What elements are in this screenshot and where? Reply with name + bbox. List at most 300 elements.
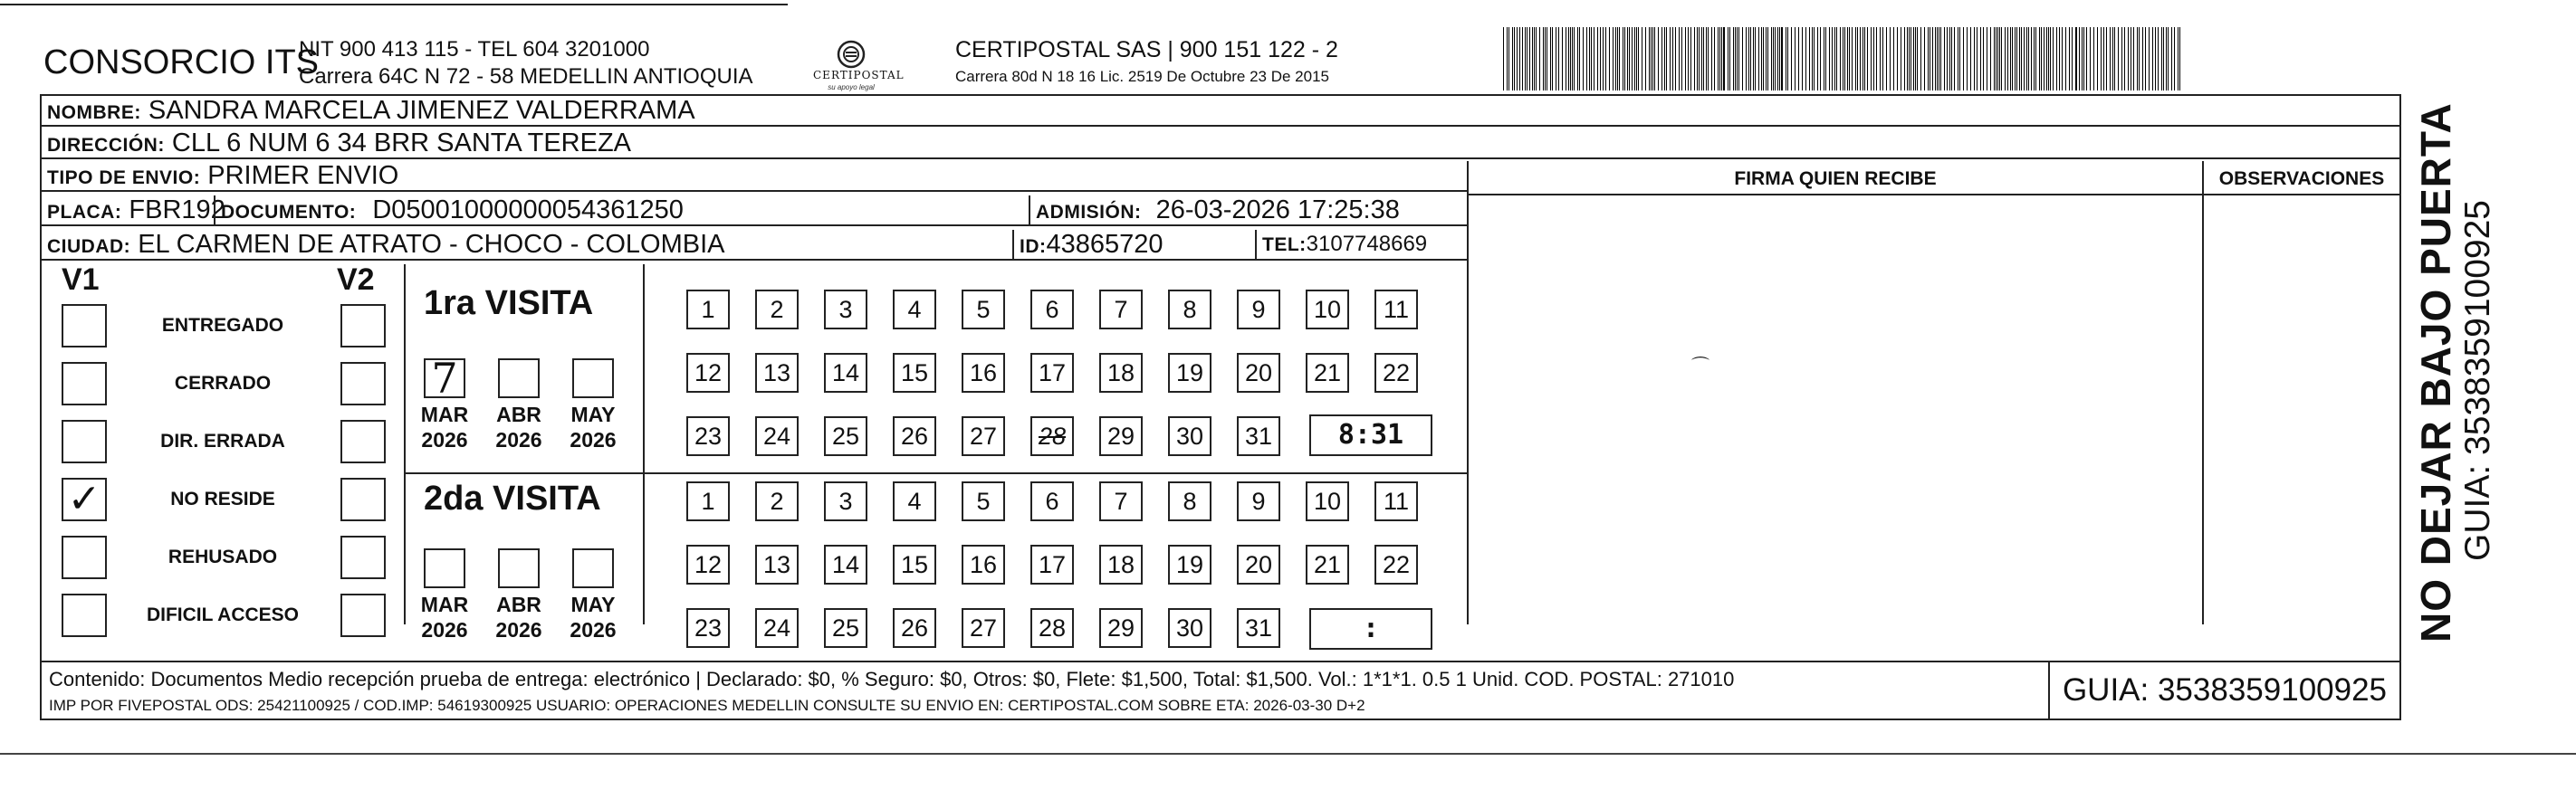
day-box[interactable]: 15 bbox=[893, 545, 936, 585]
barcode-bar bbox=[1649, 27, 1650, 90]
day-box[interactable]: 16 bbox=[962, 353, 1005, 393]
v2-checkbox[interactable] bbox=[340, 304, 386, 347]
barcode-bar bbox=[1852, 27, 1853, 90]
barcode-bar bbox=[1514, 27, 1515, 90]
barcode-bar bbox=[1719, 27, 1720, 90]
barcode-bar bbox=[1880, 27, 1881, 90]
barcode-bar bbox=[1847, 27, 1848, 90]
barcode-bar bbox=[1980, 27, 1981, 90]
day-box[interactable]: 7 bbox=[1099, 481, 1143, 521]
barcode-bar bbox=[1844, 27, 1845, 90]
v1-checkbox[interactable] bbox=[62, 420, 107, 463]
day-box[interactable]: 14 bbox=[824, 545, 867, 585]
barcode-bar bbox=[1897, 27, 1898, 90]
top-rule bbox=[0, 4, 788, 5]
day-box[interactable]: 12 bbox=[686, 545, 730, 585]
barcode-bar bbox=[1761, 27, 1762, 90]
barcode-bar bbox=[1619, 27, 1620, 90]
barcode-bar bbox=[1545, 27, 1546, 90]
day-box[interactable]: 16 bbox=[962, 545, 1005, 585]
visits-divider bbox=[404, 472, 1469, 474]
barcode-bar bbox=[1814, 27, 1815, 90]
day-box[interactable]: 3 bbox=[824, 290, 867, 329]
direccion-label: DIRECCIÓN: bbox=[47, 135, 165, 156]
year-label: 2026 bbox=[495, 618, 542, 642]
barcode-bar bbox=[2137, 27, 2138, 90]
barcode-bar bbox=[1805, 27, 1806, 90]
day-box[interactable]: 28 bbox=[1030, 608, 1074, 648]
barcode-bar bbox=[2031, 27, 2032, 90]
barcode-bar bbox=[1812, 27, 1813, 90]
barcode-bar bbox=[1591, 27, 1592, 90]
barcode-bar bbox=[1681, 27, 1682, 90]
placa-label: PLACA: bbox=[47, 202, 122, 223]
day-box[interactable]: 3 bbox=[824, 481, 867, 521]
day-box[interactable]: 13 bbox=[755, 353, 799, 393]
barcode-bar bbox=[2142, 27, 2143, 90]
barcode-bar bbox=[1935, 27, 1936, 90]
day-box[interactable]: 5 bbox=[962, 481, 1005, 521]
barcode-bar bbox=[1932, 27, 1933, 90]
barcode-bar bbox=[1737, 27, 1738, 90]
status-label: CERRADO bbox=[174, 373, 272, 394]
day-box[interactable]: 10 bbox=[1306, 481, 1349, 521]
day-box[interactable]: 5 bbox=[962, 290, 1005, 329]
barcode-bar bbox=[1577, 27, 1578, 90]
barcode-bar bbox=[1758, 27, 1759, 90]
barcode-bar bbox=[2083, 27, 2084, 90]
barcode-bar bbox=[1771, 27, 1772, 90]
id-label: ID: bbox=[1020, 236, 1047, 257]
barcode-bar bbox=[2082, 27, 2083, 90]
barcode-bar bbox=[1718, 27, 1719, 90]
barcode-bar bbox=[1613, 27, 1614, 90]
barcode-bar bbox=[2174, 27, 2175, 90]
day-box[interactable]: 18 bbox=[1099, 545, 1143, 585]
day-box[interactable]: 18 bbox=[1099, 353, 1143, 393]
barcode-bar bbox=[1940, 27, 1941, 90]
tel-cell bbox=[1255, 230, 1467, 261]
placa-row bbox=[42, 195, 1467, 226]
barcode-bar bbox=[1652, 27, 1653, 90]
barcode-bar bbox=[1825, 27, 1826, 90]
barcode-bar bbox=[1990, 27, 1991, 90]
barcode-bar bbox=[1924, 27, 1925, 90]
barcode-bar bbox=[1723, 27, 1725, 90]
barcode-bar bbox=[1708, 27, 1709, 90]
day-box[interactable]: 9 bbox=[1237, 290, 1280, 329]
side-notice: NO DEJAR BAJO PUERTA bbox=[2412, 102, 2459, 642]
barcode-bar bbox=[1963, 27, 1964, 90]
day-box[interactable]: 24 bbox=[755, 416, 799, 456]
day-box[interactable]: 20 bbox=[1237, 353, 1280, 393]
barcode-bar bbox=[2016, 27, 2017, 90]
year-label: 2026 bbox=[495, 428, 542, 452]
barcode-bar bbox=[1829, 27, 1830, 90]
barcode-bar bbox=[1820, 27, 1821, 90]
barcode-bar bbox=[2118, 27, 2119, 90]
barcode-bar bbox=[1600, 27, 1601, 90]
barcode-bar bbox=[1928, 27, 1929, 90]
tipo-envio-label: TIPO DE ENVIO: bbox=[47, 167, 201, 188]
barcode-bar bbox=[2163, 27, 2164, 90]
year-label: 2026 bbox=[570, 618, 617, 642]
barcode-bar bbox=[2026, 27, 2027, 90]
barcode-bar bbox=[1882, 27, 1883, 90]
barcode-bar bbox=[1967, 27, 1968, 90]
barcode-bar bbox=[1517, 27, 1518, 90]
ciudad-label: CIUDAD: bbox=[47, 236, 131, 257]
barcode-bar bbox=[2171, 27, 2172, 90]
barcode-bar bbox=[2161, 27, 2162, 90]
barcode-bar bbox=[2121, 27, 2122, 90]
footer-print-info: IMP POR FIVEPOSTAL ODS: 25421100925 / COD.IMP: 54619300925 USUARIO: OPERACIONES MEDELLIN CONSULTE SU ENVIO EN: CERTIPOSTAL.COM SOBRE ETA: 2026-03-30 D+2 bbox=[49, 697, 1365, 714]
day-box[interactable]: 17 bbox=[1030, 545, 1074, 585]
barcode-bar bbox=[1634, 27, 1635, 90]
barcode-bar bbox=[1767, 27, 1768, 90]
barcode-bar bbox=[1670, 27, 1671, 90]
barcode-bar bbox=[1860, 27, 1861, 90]
footer-contents: Contenido: Documentos Medio recepción prueba de entrega: electrónico | Declarado: $0, % Seguro: $0, Otros: $0, Flete: $1,500, Total: $1,500. Vol.: 1*1*1. 0.5 1 Unid. COD. POSTAL: 271010 bbox=[49, 668, 1735, 690]
day-box[interactable]: 26 bbox=[893, 608, 936, 648]
barcode-bar bbox=[1615, 27, 1616, 90]
month-checkbox[interactable] bbox=[572, 548, 614, 588]
status-label: DIFICIL ACCESO bbox=[146, 604, 299, 625]
barcode-bar bbox=[2075, 27, 2077, 90]
day-box[interactable]: 20 bbox=[1237, 545, 1280, 585]
barcode-bar bbox=[1694, 27, 1695, 90]
status-label: NO RESIDE bbox=[170, 489, 275, 509]
barcode-bar bbox=[1864, 27, 1865, 90]
barcode-bar bbox=[1570, 27, 1571, 90]
barcode-bar bbox=[1787, 27, 1788, 90]
ciudad-value: EL CARMEN DE ATRATO - CHOCO - COLOMBIA bbox=[138, 230, 725, 259]
certipostal-nit: CERTIPOSTAL SAS | 900 151 122 - 2 bbox=[955, 37, 1338, 62]
barcode-bar bbox=[1947, 27, 1948, 90]
barcode-bar bbox=[2062, 27, 2063, 90]
barcode-bar bbox=[1574, 27, 1575, 90]
barcode-bar bbox=[2128, 27, 2129, 90]
admision-value: 26-03-2026 17:25:38 bbox=[1155, 195, 1400, 224]
barcode-bar bbox=[1983, 27, 1984, 90]
barcode-bar bbox=[1951, 27, 1952, 90]
barcode-bar bbox=[2048, 27, 2049, 90]
v2-checkbox[interactable] bbox=[340, 536, 386, 579]
barcode-bar bbox=[1532, 27, 1533, 90]
barcode-bar bbox=[2086, 27, 2087, 90]
barcode-bar bbox=[1795, 27, 1796, 90]
admision-label: ADMISIÓN: bbox=[1036, 202, 1142, 223]
barcode-bar bbox=[1909, 27, 1910, 90]
barcode-bar bbox=[1775, 27, 1776, 90]
day-box[interactable]: 2 bbox=[755, 481, 799, 521]
barcode-bar bbox=[1904, 27, 1905, 90]
barcode-bar bbox=[1699, 27, 1700, 90]
visit2-time-box[interactable]: : bbox=[1309, 608, 1432, 650]
id-cell bbox=[1012, 230, 1257, 261]
day-box[interactable]: 24 bbox=[755, 608, 799, 648]
month-checkbox[interactable] bbox=[572, 358, 614, 398]
barcode-bar bbox=[1651, 27, 1652, 90]
barcode-bar bbox=[1832, 27, 1833, 90]
barcode-bar bbox=[1836, 27, 1837, 90]
barcode-bar bbox=[1552, 27, 1553, 90]
barcode-bar bbox=[2133, 27, 2134, 90]
v1-header: V1 bbox=[62, 262, 100, 297]
day-box[interactable]: 22 bbox=[1374, 353, 1418, 393]
day-box[interactable]: 28 bbox=[1030, 416, 1074, 456]
barcode-bar bbox=[1733, 27, 1734, 90]
barcode-bar bbox=[1706, 27, 1707, 90]
footer-rule bbox=[42, 661, 2399, 662]
barcode-bar bbox=[1917, 27, 1918, 90]
barcode-bar bbox=[2145, 27, 2146, 90]
barcode-bar bbox=[1920, 27, 1921, 90]
barcode-bar bbox=[1781, 27, 1783, 90]
barcode-bar bbox=[1802, 27, 1803, 90]
barcode-bar bbox=[1664, 27, 1665, 90]
day-box[interactable]: 4 bbox=[893, 481, 936, 521]
v1-checkbox[interactable] bbox=[62, 536, 107, 579]
day-box[interactable]: 13 bbox=[755, 545, 799, 585]
month-checkbox[interactable] bbox=[498, 358, 540, 398]
company-name: CONSORCIO ITS bbox=[43, 43, 320, 81]
barcode-bar bbox=[1738, 27, 1739, 90]
day-box[interactable]: 25 bbox=[824, 608, 867, 648]
day-box[interactable]: 9 bbox=[1237, 481, 1280, 521]
nombre-value: SANDRA MARCELA JIMENEZ VALDERRAMA bbox=[148, 96, 695, 125]
month-label: ABR bbox=[496, 593, 541, 616]
v2-checkbox[interactable] bbox=[340, 420, 386, 463]
year-label: 2026 bbox=[421, 618, 468, 642]
nombre-row bbox=[42, 96, 2399, 127]
day-box[interactable]: 1 bbox=[686, 290, 730, 329]
footer-guia: GUIA: 3538359100925 bbox=[2062, 672, 2388, 708]
visit2-title: 2da VISITA bbox=[424, 480, 601, 518]
barcode-bar bbox=[1539, 27, 1540, 90]
barcode-bar bbox=[1915, 27, 1916, 90]
barcode-bar bbox=[1999, 27, 2000, 90]
direccion-value: CLL 6 NUM 6 34 BRR SANTA TEREZA bbox=[171, 128, 632, 157]
barcode-bar bbox=[1873, 27, 1874, 90]
day-box[interactable]: 17 bbox=[1030, 353, 1074, 393]
barcode-bar bbox=[1522, 27, 1523, 90]
barcode-bar bbox=[1857, 27, 1858, 90]
day-box[interactable]: 23 bbox=[686, 416, 730, 456]
barcode-bar bbox=[2028, 27, 2029, 90]
day-box[interactable]: 22 bbox=[1374, 545, 1418, 585]
day-box[interactable]: 19 bbox=[1168, 545, 1211, 585]
day-box[interactable]: 8 bbox=[1168, 290, 1211, 329]
barcode-bar bbox=[1572, 27, 1573, 90]
barcode-bar bbox=[1840, 27, 1841, 90]
placa-cell bbox=[42, 195, 225, 226]
day-box[interactable]: 2 bbox=[755, 290, 799, 329]
day-box[interactable]: 21 bbox=[1306, 353, 1349, 393]
barcode-bar bbox=[2114, 27, 2115, 90]
id-value: 43865720 bbox=[1046, 230, 1164, 259]
barcode-bar bbox=[2139, 27, 2140, 90]
day-box[interactable]: 6 bbox=[1030, 481, 1074, 521]
barcode-bar bbox=[1913, 27, 1914, 90]
barcode-bar bbox=[2168, 27, 2169, 90]
barcode-bar bbox=[2155, 27, 2156, 90]
v2-checkbox[interactable] bbox=[340, 478, 386, 521]
barcode-bar bbox=[1632, 27, 1633, 90]
barcode-bar bbox=[1750, 27, 1751, 90]
day-box[interactable]: 29 bbox=[1099, 416, 1143, 456]
barcode-bar bbox=[1617, 27, 1618, 90]
barcode-bar bbox=[1679, 27, 1680, 90]
barcode-bar bbox=[1871, 27, 1872, 90]
barcode-bar bbox=[1701, 27, 1702, 90]
barcode-bar bbox=[1654, 27, 1655, 90]
v1-checkbox[interactable] bbox=[62, 594, 107, 637]
tipo-envio-value: PRIMER ENVIO bbox=[207, 161, 399, 190]
day-box[interactable]: 25 bbox=[824, 416, 867, 456]
barcode-bar bbox=[1579, 27, 1580, 90]
barcode-bar bbox=[1893, 27, 1894, 90]
barcode-bar bbox=[1525, 27, 1526, 90]
barcode-bar bbox=[1550, 27, 1551, 90]
barcode-bar bbox=[2090, 27, 2091, 90]
barcode-bar bbox=[1534, 27, 1535, 90]
v1-checkbox[interactable]: ✓ bbox=[62, 478, 107, 521]
barcode-bar bbox=[1742, 27, 1743, 90]
barcode-bar bbox=[1834, 27, 1835, 90]
barcode-bar bbox=[1755, 27, 1756, 90]
barcode-bar bbox=[1777, 27, 1778, 90]
barcode-bar bbox=[2035, 27, 2036, 90]
barcode-bar bbox=[2152, 27, 2153, 90]
barcode-bar bbox=[1798, 27, 1799, 90]
v1-checkbox[interactable] bbox=[62, 304, 107, 347]
barcode-bar bbox=[1937, 27, 1938, 90]
barcode-bar bbox=[2124, 27, 2125, 90]
barcode-bar bbox=[2166, 27, 2167, 90]
barcode-bar bbox=[1666, 27, 1667, 90]
barcode-bar bbox=[1997, 27, 1998, 90]
barcode-bar bbox=[2044, 27, 2045, 90]
barcode-bar bbox=[1766, 27, 1767, 90]
day-box[interactable]: 11 bbox=[1374, 290, 1418, 329]
day-box[interactable]: 4 bbox=[893, 290, 936, 329]
day-box[interactable]: 6 bbox=[1030, 290, 1074, 329]
day-box[interactable]: 12 bbox=[686, 353, 730, 393]
month-checkbox[interactable] bbox=[424, 548, 465, 588]
barcode-bar bbox=[1589, 27, 1590, 90]
barcode-bar bbox=[1703, 27, 1704, 90]
v2-checkbox[interactable] bbox=[340, 362, 386, 405]
day-box[interactable]: 30 bbox=[1168, 608, 1211, 648]
shipping-form bbox=[40, 94, 2401, 720]
day-box[interactable]: 31 bbox=[1237, 608, 1280, 648]
barcode-bar bbox=[1507, 27, 1508, 90]
visit1-time-box[interactable]: 8:31 bbox=[1309, 414, 1432, 456]
barcode-bar bbox=[2001, 27, 2002, 90]
logo-wordmark: CERTIPOSTAL bbox=[813, 69, 905, 81]
barcode-bar bbox=[2019, 27, 2020, 90]
day-box[interactable]: 27 bbox=[962, 416, 1005, 456]
barcode-bar bbox=[1809, 27, 1810, 90]
day-box[interactable]: 31 bbox=[1237, 416, 1280, 456]
status-label: DIR. ERRADA bbox=[160, 431, 285, 452]
barcode-bar bbox=[1876, 27, 1877, 90]
day-box[interactable]: 7 bbox=[1099, 290, 1143, 329]
barcode-bar bbox=[1970, 27, 1971, 90]
barcode-bar bbox=[2059, 27, 2060, 90]
company-address: Carrera 64C N 72 - 58 MEDELLIN ANTIOQUIA bbox=[299, 64, 753, 89]
barcode-bar bbox=[1543, 27, 1544, 90]
firma-divider bbox=[1467, 161, 1469, 624]
barcode-bar bbox=[1661, 27, 1662, 90]
barcode-bar bbox=[2079, 27, 2080, 90]
barcode bbox=[1503, 27, 2182, 90]
barcode-bar bbox=[2010, 27, 2011, 90]
day-box[interactable]: 14 bbox=[824, 353, 867, 393]
day-box[interactable]: 10 bbox=[1306, 290, 1349, 329]
v2-checkbox[interactable] bbox=[340, 594, 386, 637]
day-box[interactable]: 15 bbox=[893, 353, 936, 393]
barcode-bar bbox=[1974, 27, 1975, 90]
day-box[interactable]: 19 bbox=[1168, 353, 1211, 393]
barcode-bar bbox=[1636, 27, 1637, 90]
barcode-bar bbox=[1910, 27, 1911, 90]
barcode-bar bbox=[1685, 27, 1686, 90]
barcode-bar bbox=[1711, 27, 1712, 90]
months-divider bbox=[643, 264, 645, 624]
firma-header: FIRMA QUIEN RECIBE bbox=[1734, 168, 1937, 189]
visit1-title: 1ra VISITA bbox=[424, 284, 594, 322]
year-label: 2026 bbox=[421, 428, 468, 452]
day-box[interactable]: 29 bbox=[1099, 608, 1143, 648]
placa-value: FBR192 bbox=[129, 195, 225, 224]
day-box[interactable]: 1 bbox=[686, 481, 730, 521]
month-checkbox[interactable] bbox=[498, 548, 540, 588]
columns-header-rule bbox=[1467, 194, 2399, 195]
v1-checkbox[interactable] bbox=[62, 362, 107, 405]
day-box[interactable]: 8 bbox=[1168, 481, 1211, 521]
day-box[interactable]: 21 bbox=[1306, 545, 1349, 585]
barcode-bar bbox=[2069, 27, 2070, 90]
company-nit: NIT 900 413 115 - TEL 604 3201000 bbox=[299, 37, 650, 62]
v2-header: V2 bbox=[337, 262, 375, 297]
barcode-bar bbox=[2093, 27, 2094, 90]
side-panel bbox=[2404, 90, 2576, 724]
status-label: ENTREGADO bbox=[161, 315, 284, 336]
barcode-bar bbox=[2178, 27, 2179, 90]
barcode-bar bbox=[2024, 27, 2025, 90]
barcode-bar bbox=[1503, 27, 1504, 90]
nombre-label: NOMBRE: bbox=[47, 102, 141, 123]
day-box[interactable]: 26 bbox=[893, 416, 936, 456]
tel-value: 3107748669 bbox=[1306, 232, 1428, 256]
barcode-bar bbox=[2158, 27, 2159, 90]
barcode-bar bbox=[1907, 27, 1908, 90]
day-box[interactable]: 11 bbox=[1374, 481, 1418, 521]
day-box[interactable]: 30 bbox=[1168, 416, 1211, 456]
day-box[interactable]: 27 bbox=[962, 608, 1005, 648]
barcode-bar bbox=[1675, 27, 1676, 90]
barcode-bar bbox=[1890, 27, 1891, 90]
month-checkbox[interactable]: 7 bbox=[424, 358, 465, 398]
side-guia: GUIA: 3538359100925 bbox=[2458, 200, 2497, 561]
day-box[interactable]: 23 bbox=[686, 608, 730, 648]
barcode-bar bbox=[1886, 27, 1887, 90]
stray-mark-icon: ⌒ bbox=[1691, 355, 1709, 376]
checklist-divider bbox=[404, 264, 406, 624]
barcode-bar bbox=[2149, 27, 2150, 90]
